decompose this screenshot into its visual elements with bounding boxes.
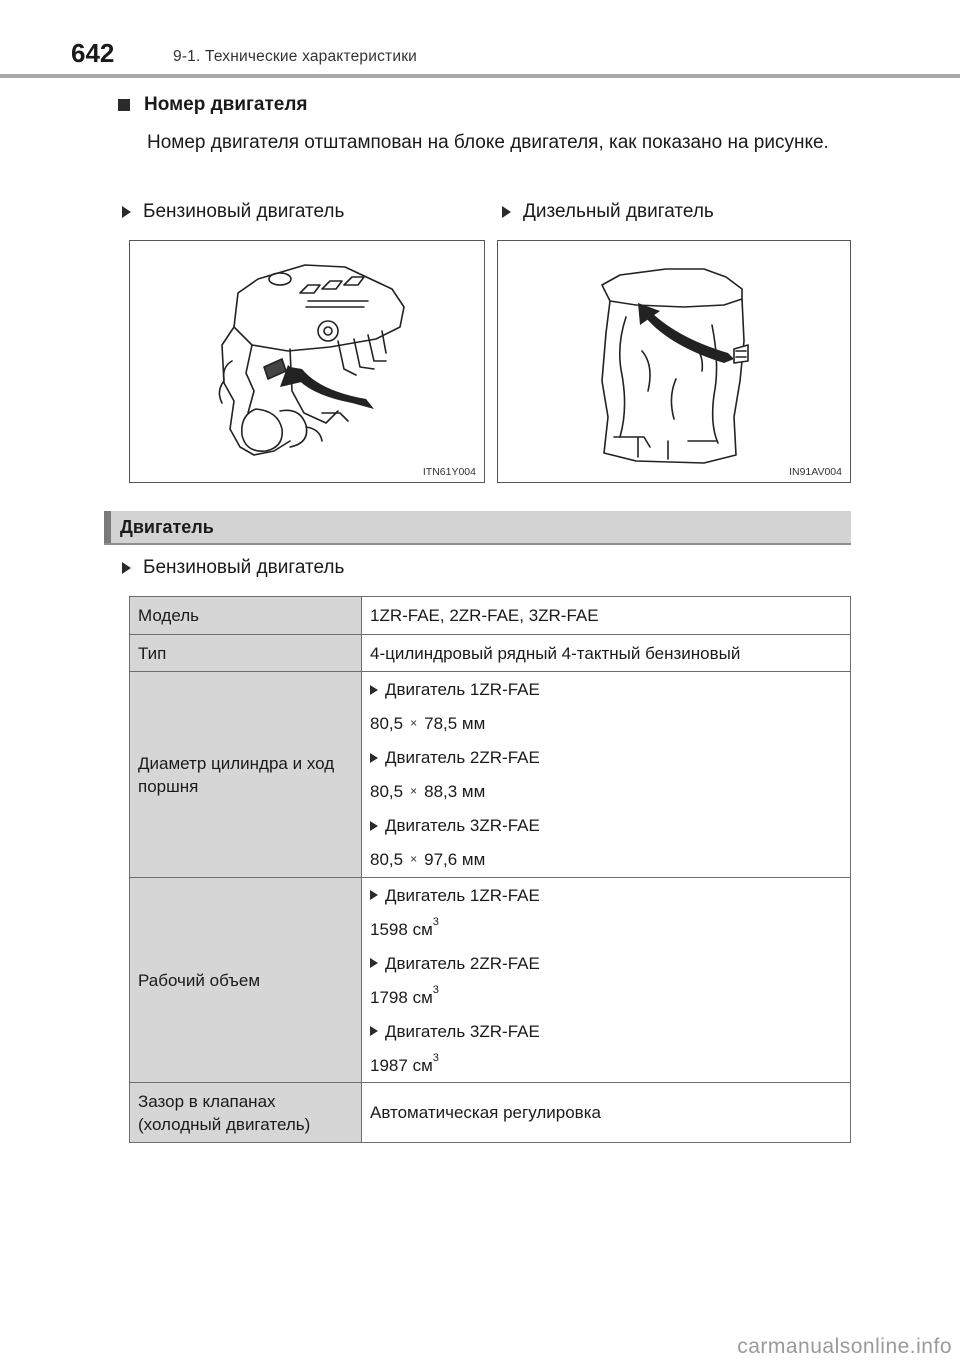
engine-number-text: Номер двигателя отштампован на блоке двигателя, как показано на рисунке. xyxy=(147,132,829,153)
gasoline-figure-label xyxy=(122,201,344,223)
diesel-figure-label-text: Дизельный двигатель xyxy=(523,201,714,222)
engine-spec-bar xyxy=(104,511,851,545)
entry-engine xyxy=(370,946,842,980)
bore: 80,5 xyxy=(370,714,404,733)
triangle-bullet-icon xyxy=(370,821,378,831)
unit-exponent: 3 xyxy=(432,915,439,928)
gasoline-engine-drawing xyxy=(130,241,484,482)
gasoline-figure-label-text: Бензиновый двигатель xyxy=(143,201,345,222)
displacement-key: Рабочий объем xyxy=(130,878,362,1083)
table-row xyxy=(130,597,851,635)
unit-exponent: 3 xyxy=(432,983,439,996)
unit: см xyxy=(412,987,433,1007)
displacement-number: 1798 xyxy=(370,987,408,1007)
engine-label: Двигатель 3ZR-FAE xyxy=(385,816,540,835)
engine-spec-title: Двигатель xyxy=(120,517,214,537)
model-value: 1ZR-FAE, 2ZR-FAE, 3ZR-FAE xyxy=(362,597,851,635)
diesel-figure-code: IN91AV004 xyxy=(789,466,842,478)
valve-clearance-key xyxy=(130,1083,362,1143)
table-row xyxy=(130,1083,851,1143)
section-title: 9-1. Технические характеристики xyxy=(173,48,418,65)
times-sign: × xyxy=(410,784,418,798)
triangle-bullet-icon xyxy=(370,958,378,968)
engine-number-heading xyxy=(118,94,308,116)
diesel-engine-figure xyxy=(497,240,851,483)
gasoline-spec-label-text: Бензиновый двигатель xyxy=(143,557,345,578)
triangle-bullet-icon xyxy=(502,206,511,218)
engine-number-heading-text: Номер двигателя xyxy=(144,94,308,115)
entry-engine xyxy=(370,1014,842,1048)
triangle-bullet-icon xyxy=(370,1026,378,1036)
bore-stroke-entry xyxy=(370,707,842,741)
engine-label: Двигатель 1ZR-FAE xyxy=(385,885,540,905)
table-row xyxy=(130,635,851,672)
triangle-bullet-icon xyxy=(370,753,378,763)
bore-stroke-value xyxy=(362,672,851,878)
engine-label: Двигатель 2ZR-FAE xyxy=(385,748,540,767)
table-row xyxy=(130,878,851,1083)
engine-label: Двигатель 3ZR-FAE xyxy=(385,1021,540,1041)
watermark: carmanualsonline.info xyxy=(737,1335,952,1358)
unit: см xyxy=(412,919,433,939)
spec-bar-accent xyxy=(104,511,111,543)
model-key: Модель xyxy=(130,597,362,635)
stroke: 78,5 мм xyxy=(424,714,486,733)
square-bullet-icon xyxy=(118,99,130,111)
times-sign: × xyxy=(410,716,418,730)
engine-spec-table xyxy=(129,596,851,1143)
header-rule xyxy=(0,74,960,78)
engine-label: Двигатель 1ZR-FAE xyxy=(385,680,540,699)
unit-exponent: 3 xyxy=(432,1051,439,1064)
gasoline-figure-code: ITN61Y004 xyxy=(422,466,476,478)
triangle-bullet-icon xyxy=(122,206,131,218)
displacement-number: 1598 xyxy=(370,919,408,939)
entry-engine xyxy=(370,741,842,775)
times-sign: × xyxy=(410,852,418,866)
displacement-number: 1987 xyxy=(370,1055,408,1075)
bore: 80,5 xyxy=(370,782,404,801)
type-key: Тип xyxy=(130,635,362,672)
displacement-entry xyxy=(370,1048,842,1082)
triangle-bullet-icon xyxy=(370,685,378,695)
entry-engine xyxy=(370,809,842,843)
entry-engine xyxy=(370,878,842,912)
engine-label: Двигатель 2ZR-FAE xyxy=(385,953,540,973)
gasoline-spec-label xyxy=(122,557,344,579)
triangle-bullet-icon xyxy=(370,890,378,900)
type-value: 4-цилиндровый рядный 4-тактный бензиновый xyxy=(362,635,851,672)
bore-stroke-key: Диаметр цилиндра и ход поршня xyxy=(130,672,362,878)
stroke: 88,3 мм xyxy=(424,782,486,801)
bore: 80,5 xyxy=(370,850,404,869)
diesel-figure-label xyxy=(502,201,714,223)
displacement-entry xyxy=(370,912,842,946)
entry-engine xyxy=(370,673,842,707)
stroke: 97,6 мм xyxy=(424,850,486,869)
displacement-value xyxy=(362,878,851,1083)
diesel-engine-drawing xyxy=(498,241,850,482)
triangle-bullet-icon xyxy=(122,562,131,574)
unit: см xyxy=(412,1055,433,1075)
bore-stroke-entry xyxy=(370,843,842,877)
valve-clearance-value: Автоматическая регулировка xyxy=(362,1083,851,1143)
displacement-entry xyxy=(370,980,842,1014)
valve-clearance-key-line1: Зазор в клапанах xyxy=(138,1091,276,1111)
bore-stroke-entry xyxy=(370,775,842,809)
table-row xyxy=(130,672,851,878)
valve-clearance-key-line2: (холодный двигатель) xyxy=(138,1114,311,1134)
gasoline-engine-figure xyxy=(129,240,485,483)
page-number: 642 xyxy=(71,38,115,68)
